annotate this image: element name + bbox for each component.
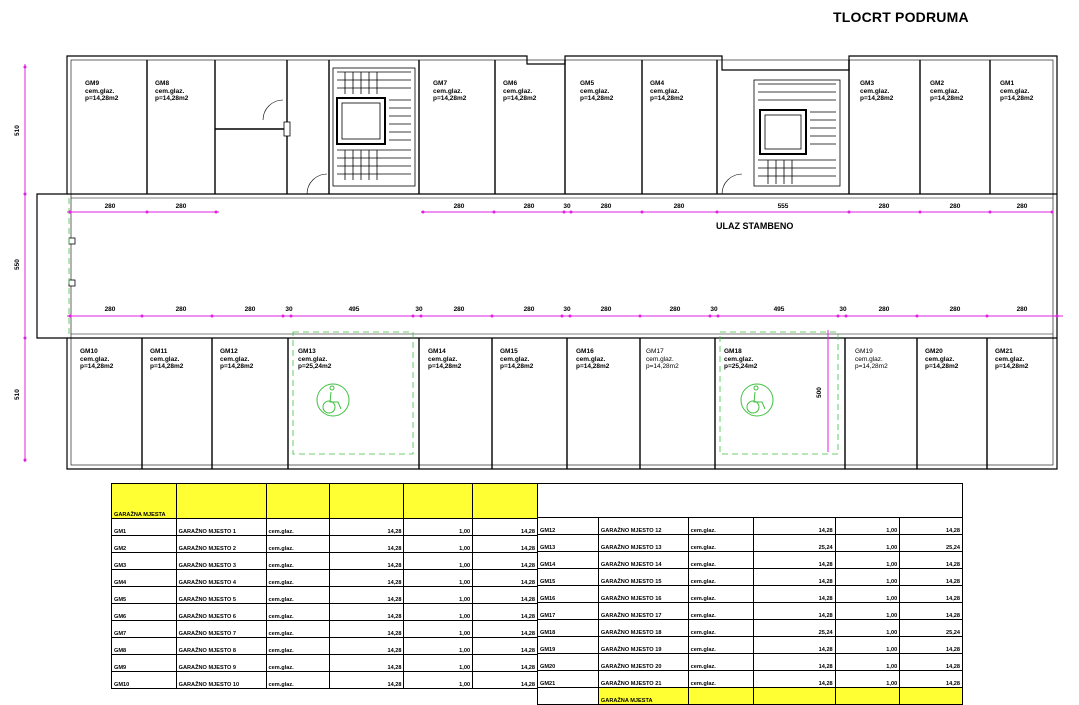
- parking-spot-label: GM19 cem.glaz. p=14,28m2: [855, 348, 888, 370]
- parking-spot-label: GM21 cem.glaz. p=14,28m2: [995, 348, 1029, 370]
- dimension-label: 495: [773, 306, 785, 313]
- dimension-label: 30: [839, 306, 847, 313]
- parking-spot-label: GM1 cem.glaz. p=14,28m2: [1000, 80, 1034, 102]
- table-row: GM15 GARAŽNO MJESTO 15 cem.glaz. 14,28 1,00 14,28: [538, 569, 963, 586]
- parking-spot-label: GM10 cem.glaz. p=14,28m2: [80, 348, 114, 370]
- dimension-label: 30: [415, 306, 423, 313]
- table-row: GM9 GARAŽNO MJESTO 9 cem.glaz. 14,28 1,00 14,28: [112, 655, 538, 672]
- table-row: GM7 GARAŽNO MJESTO 7 cem.glaz. 14,28 1,00 14,28: [112, 621, 538, 638]
- dimension-label: 550: [14, 259, 21, 270]
- parking-spot-label: GM8 cem.glaz. p=14,28m2: [155, 80, 189, 102]
- dimension-label: 280: [453, 203, 465, 210]
- table-row: GM19 GARAŽNO MJESTO 19 cem.glaz. 14,28 1,00 14,28: [538, 637, 963, 654]
- dimension-label: 280: [1016, 306, 1028, 313]
- dimension-label: 280: [1016, 203, 1028, 210]
- dimension-label: 280: [949, 306, 961, 313]
- dimension-label: 280: [244, 306, 256, 313]
- wheelchair-accessibility-icon: [741, 384, 773, 416]
- dimension-label: 280: [949, 203, 961, 210]
- dimension-label: 280: [104, 203, 116, 210]
- dimension-label: 280: [673, 203, 685, 210]
- dimension-label: 280: [175, 306, 187, 313]
- parking-spot-label: GM17 cem.glaz. p=14,28m2: [646, 348, 679, 370]
- parking-spot-label: GM9 cem.glaz. p=14,28m2: [85, 80, 119, 102]
- wheelchair-accessibility-icon: [317, 384, 349, 416]
- dimension-label: 280: [523, 203, 535, 210]
- table-row: GM14 GARAŽNO MJESTO 14 cem.glaz. 14,28 1,00 14,28: [538, 552, 963, 569]
- parking-schedule-table-right: [537, 517, 963, 705]
- table-header-row: GARAŽNA MJESTA: [112, 484, 538, 519]
- parking-spot-label: GM5 cem.glaz. p=14,28m2: [580, 80, 614, 102]
- dimension-label: 555: [777, 203, 789, 210]
- table-row: GM12 GARAŽNO MJESTO 12 cem.glaz. 14,28 1,00 14,28: [538, 518, 963, 535]
- dimension-label: 280: [600, 306, 612, 313]
- dimension-label: 280: [878, 306, 890, 313]
- parking-spot-label: GM7 cem.glaz. p=14,28m2: [433, 80, 467, 102]
- parking-spot-label: GM4 cem.glaz. p=14,28m2: [650, 80, 684, 102]
- table-row: GM3 GARAŽNO MJESTO 3 cem.glaz. 14,28 1,00 14,28: [112, 553, 538, 570]
- parking-spot-label: GM14 cem.glaz. p=14,28m2: [428, 348, 462, 370]
- parking-spot-label: GM18 cem.glaz. p=25,24m2: [724, 348, 758, 370]
- dimension-label: 500: [816, 387, 823, 398]
- dimension-label: 280: [600, 203, 612, 210]
- table-row: GM18 GARAŽNO MJESTO 18 cem.glaz. 25,24 1,00 25,24: [538, 620, 963, 637]
- dimension-label: 280: [878, 203, 890, 210]
- parking-spot-label: GM16 cem.glaz. p=14,28m2: [576, 348, 610, 370]
- parking-spot-label: GM2 cem.glaz. p=14,28m2: [930, 80, 964, 102]
- table-header-blank: [537, 483, 963, 517]
- parking-spot-label: GM11 cem.glaz. p=14,28m2: [150, 348, 184, 370]
- table-row: GM5 GARAŽNO MJESTO 5 cem.glaz. 14,28 1,00 14,28: [112, 587, 538, 604]
- parking-spot-label: GM6 cem.glaz. p=14,28m2: [503, 80, 537, 102]
- table-row: GM6 GARAŽNO MJESTO 6 cem.glaz. 14,28 1,00 14,28: [112, 604, 538, 621]
- table-row: GM2 GARAŽNO MJESTO 2 cem.glaz. 14,28 1,00 14,28: [112, 536, 538, 553]
- dimension-label: 30: [285, 306, 293, 313]
- table-footer-row: GARAŽNA MJESTA: [538, 688, 963, 705]
- table-row: GM4 GARAŽNO MJESTO 4 cem.glaz. 14,28 1,00 14,28: [112, 570, 538, 587]
- dimension-label: 280: [523, 306, 535, 313]
- dimension-label: 280: [104, 306, 116, 313]
- table-row: GM8 GARAŽNO MJESTO 8 cem.glaz. 14,28 1,00 14,28: [112, 638, 538, 655]
- parking-spot-label: GM12 cem.glaz. p=14,28m2: [220, 348, 254, 370]
- dimension-label: 30: [563, 203, 571, 210]
- dimension-label: 280: [175, 203, 187, 210]
- corridor-label: ULAZ STAMBENO: [716, 221, 794, 231]
- parking-schedule-table-left: [111, 483, 538, 689]
- table-row: GM1 GARAŽNO MJESTO 1 cem.glaz. 14,28 1,00 14,28: [112, 519, 538, 536]
- dimension-label: 495: [348, 306, 360, 313]
- dimension-label: 510: [14, 125, 21, 136]
- parking-spot-label: GM13 cem.glaz. p=25,24m2: [298, 348, 332, 370]
- dimension-label: 30: [710, 306, 718, 313]
- parking-spot-label: GM3 cem.glaz. p=14,28m2: [860, 80, 894, 102]
- parking-spot-label: GM20 cem.glaz. p=14,28m2: [925, 348, 959, 370]
- table-row: GM16 GARAŽNO MJESTO 16 cem.glaz. 14,28 1,00 14,28: [538, 586, 963, 603]
- dimension-label: 280: [453, 306, 465, 313]
- dimension-label: 30: [563, 306, 571, 313]
- table-row: GM20 GARAŽNO MJESTO 20 cem.glaz. 14,28 1,00 14,28: [538, 654, 963, 671]
- page-title: TLOCRT PODRUMA: [833, 9, 969, 25]
- table-row: GM17 GARAŽNO MJESTO 17 cem.glaz. 14,28 1,00 14,28: [538, 603, 963, 620]
- table-row: GM13 GARAŽNO MJESTO 13 cem.glaz. 25,24 1,00 25,24: [538, 535, 963, 552]
- parking-spot-label: GM15 cem.glaz. p=14,28m2: [500, 348, 534, 370]
- table-row: GM10 GARAŽNO MJESTO 10 cem.glaz. 14,28 1,00 14,28: [112, 672, 538, 689]
- dimension-label: 510: [14, 389, 21, 400]
- table-row: GM21 GARAŽNO MJESTO 21 cem.glaz. 14,28 1,00 14,28: [538, 671, 963, 688]
- dimension-label: 280: [669, 306, 681, 313]
